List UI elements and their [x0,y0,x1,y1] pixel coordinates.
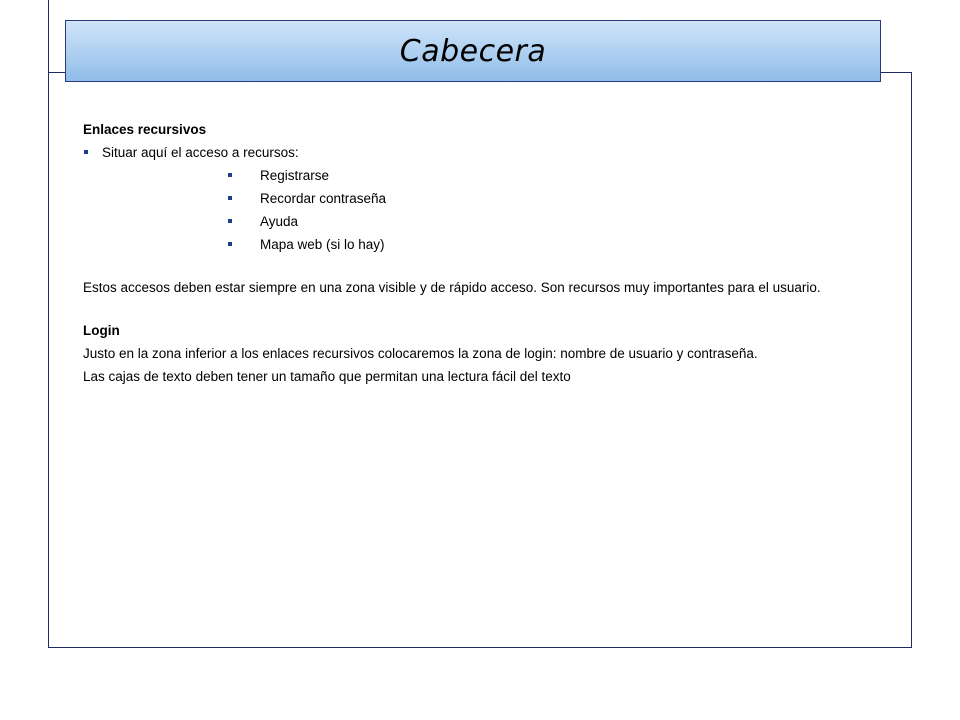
links-intro-text: Situar aquí el acceso a recursos: [102,145,299,160]
links-list [83,141,899,164]
square-bullet-icon [228,219,232,223]
square-bullet-icon [228,173,232,177]
resources-list [260,164,899,256]
list-item [260,164,899,187]
header-banner [65,20,881,82]
list-item [83,141,899,164]
square-bullet-icon [228,242,232,246]
login-heading: Login [83,323,120,338]
list-item [260,233,899,256]
list-item [260,210,899,233]
login-line-1: Justo en la zona inferior a los enlaces recursivos colocaremos la zona de login: nombre de usuario y contraseña. [83,346,758,361]
content-area [83,118,899,388]
links-heading: Enlaces recursivos [83,122,207,137]
resource-item-password: Recordar contraseña [260,191,387,206]
resource-item-sitemap: Mapa web (si lo hay) [260,237,385,252]
spacer [83,256,899,276]
spacer [83,299,899,319]
resource-item-register: Registrarse [260,168,330,183]
list-item [260,187,899,210]
resource-item-help: Ayuda [260,214,299,229]
links-paragraph: Estos accesos deben estar siempre en una zona visible y de rápido acceso. Son recursos muy importantes para el usuario. [83,280,821,295]
square-bullet-icon [228,196,232,200]
login-line-2: Las cajas de texto deben tener un tamaño que permitan una lectura fácil del texto [83,369,571,384]
square-bullet-icon [84,150,88,154]
header-title: Cabecera [399,33,547,69]
left-vertical-rule [48,0,49,72]
